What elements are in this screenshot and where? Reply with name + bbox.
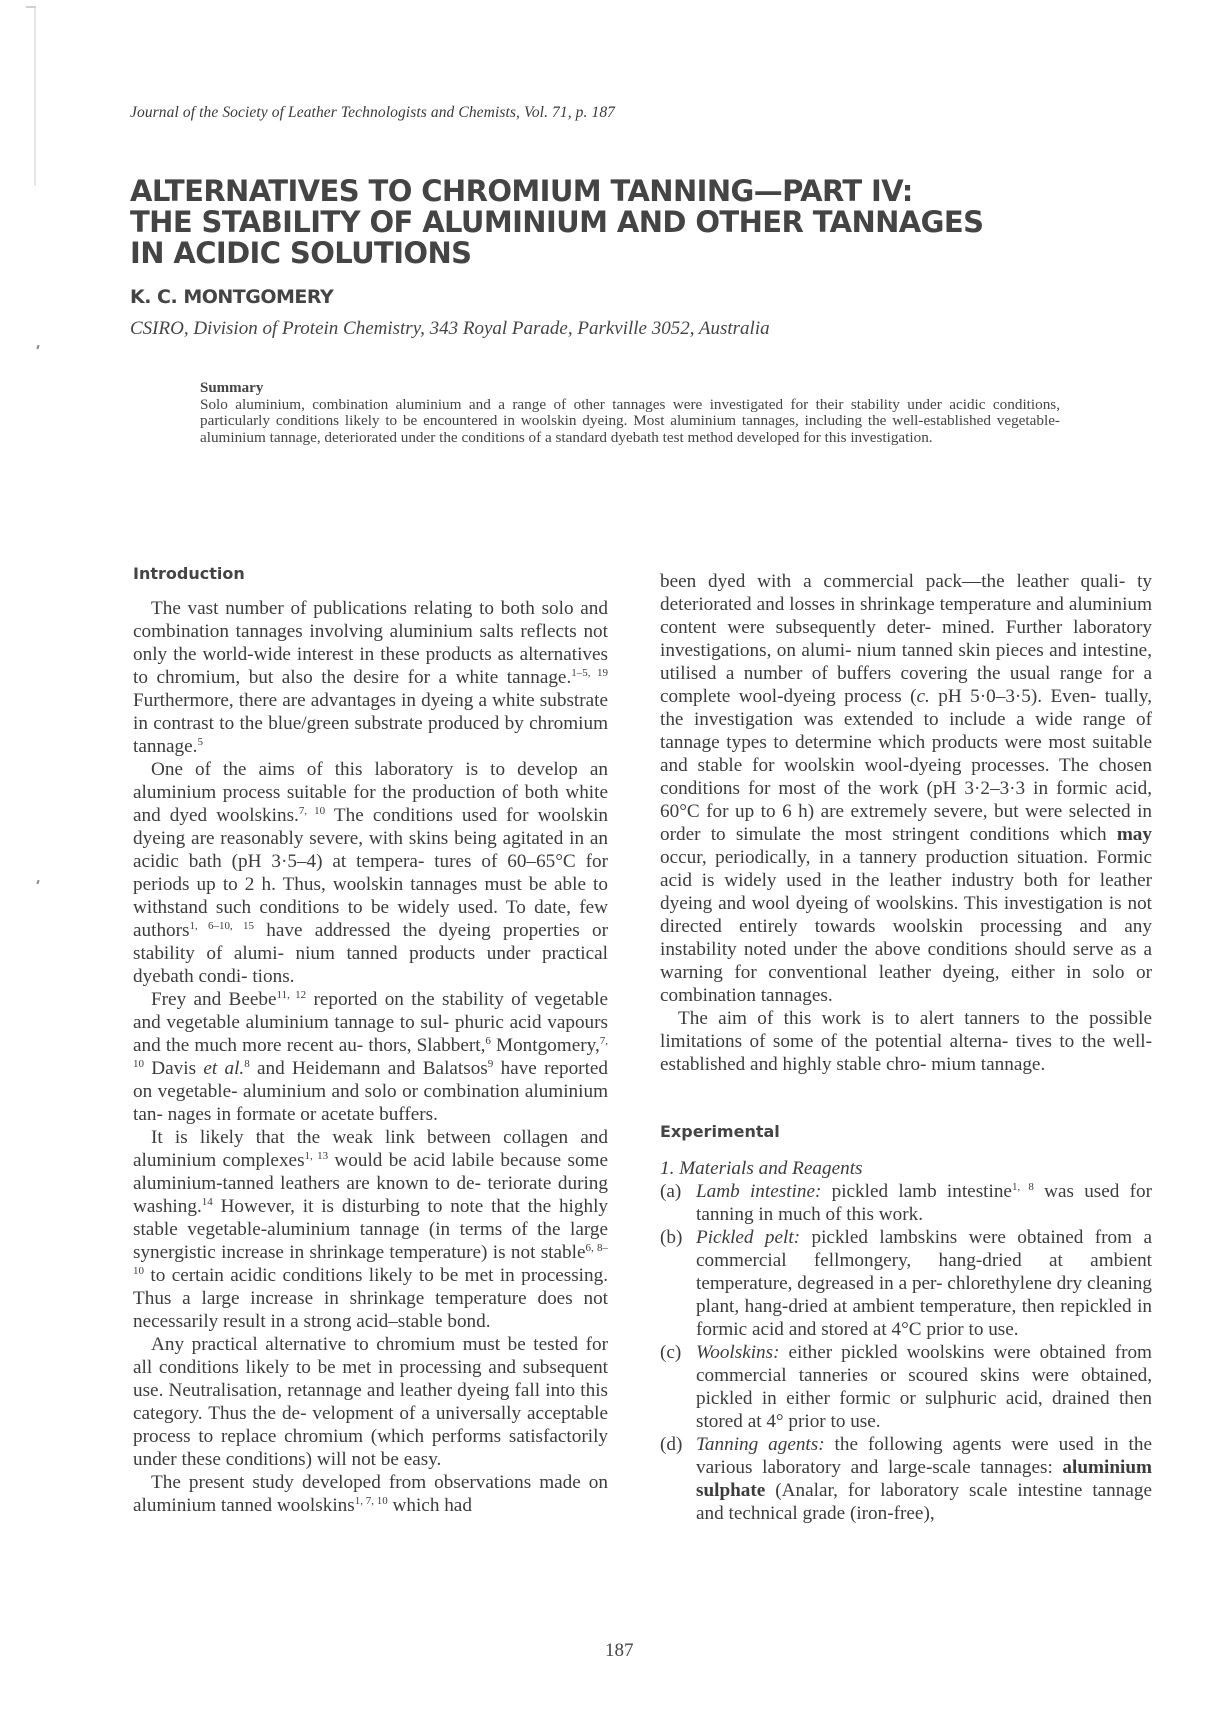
citation: 1–5, 19 (571, 667, 609, 679)
text: pickled lambskins were obtained from a commercial fellmongery, hang-dried at ambient temperature, degreased in a per- chlorethylene dry cleaning plant, hang-dried at ambient temperature, then repickled in formic acid and stored at 4°C prior to use. (696, 1227, 1152, 1340)
text: the following agents were used in the various laboratory and large-scale tannages: (696, 1434, 1152, 1478)
item-label: Lamb intestine: (696, 1181, 822, 1202)
scan-edge-mark (34, 6, 36, 186)
intro-paragraph-5: Any practical alternative to chromium must be tested for all conditions likely to be met in processing and subsequent use. Neutralisation, retannage and leather dyeing fall into this category. Thus the de- velopment of a universally acceptable process to replace chromium (which performs satisfactorily under these conditions) will not be easy. (133, 1334, 608, 1470)
list-marker: (b) (660, 1227, 683, 1248)
text: have addressed the dyeing properties or stability of alumi- nium tanned products under practical dyebath condi- tions. (133, 920, 609, 987)
citation: 1, 6–10, 15 (189, 920, 254, 932)
citation: 8 (244, 1058, 250, 1070)
text: Davis (144, 1058, 204, 1079)
summary-block (200, 380, 1060, 446)
page-number: 187 (605, 1640, 634, 1661)
text: would be acid labile because some aluminium-tanned leathers are known to de- teriorate during washing. (133, 1150, 608, 1217)
scan-edge-mark (26, 6, 36, 8)
intro-paragraph-4 (133, 1126, 608, 1333)
left-column (133, 565, 608, 1517)
citation: 1, 13 (304, 1150, 329, 1162)
right-column (660, 570, 1152, 1525)
citation: 11, 12 (276, 989, 307, 1001)
scan-speck (36, 880, 39, 884)
citation: 1, 8 (1011, 1181, 1034, 1193)
text: The present study developed from observations made on aluminium tanned woolskins (133, 1472, 608, 1516)
intro-paragraph-2 (133, 758, 608, 988)
intro-paragraph-3 (133, 988, 608, 1126)
list-marker: (c) (660, 1342, 682, 1363)
citation: 9 (487, 1058, 494, 1070)
text: pH 5·0–3·5). Even- tually, the investigation was extended to include a wide range of tannage types to determine which products were most suitable and stable for woolskin wool-dyeing processes. The chosen conditions for most of the work (pH 3·2–3·3 in formic acid, 60°C for up to 6 h) are extremely severe, but were selected in order to simulate the most stringent conditions which (660, 686, 1152, 845)
list-marker: (a) (660, 1181, 682, 1202)
text: was used for tanning in much of this work. (696, 1181, 1152, 1225)
intro-paragraph-continued (660, 570, 1152, 1007)
citation: 6, 8–10 (133, 1242, 609, 1277)
author: K. C. MONTGOMERY (130, 286, 334, 308)
text: reported on the stability of vegetable and vegetable aluminium tannage to sul- phuric acid vapours and the much more recent au- thors, Slabbert, (133, 989, 608, 1056)
materials-subheading: 1. Materials and Reagents (660, 1158, 863, 1179)
summary-text: Solo aluminium, combination aluminium and a range of other tannages were investigated for their stability under acidic conditions, particularly conditions likely to be encountered in woolskin dyeing. Most aluminium tannages, including the well-established vegetable-aluminium tannage, deteriorated under the conditions of a standard dyebath test method developed for this investigation. (200, 395, 1060, 446)
introduction-heading: Introduction (133, 564, 245, 583)
list-item (660, 1341, 1152, 1433)
intro-paragraph-aim: The aim of this work is to alert tanners to the possible limitations of some of the potential alterna- tives to the well-established and highly stable chro- mium tannage. (660, 1008, 1152, 1075)
citation: 14 (201, 1196, 213, 1208)
experimental-heading: Experimental (660, 1122, 780, 1141)
text: pickled lamb intestine (821, 1181, 1012, 1202)
scan-speck (36, 345, 39, 349)
text: Frey and Beebe (151, 989, 277, 1010)
text: which had (387, 1495, 472, 1516)
citation: 7, 10 (298, 805, 326, 817)
citation: 6 (485, 1035, 491, 1047)
title-line: THE STABILITY OF ALUMINIUM AND OTHER TANNAGES (130, 205, 984, 239)
list-item (660, 1180, 1152, 1226)
text-bold: aluminium sulphate (696, 1457, 1152, 1501)
text: either pickled woolskins were obtained from commercial tanneries or scoured skins were obtained, pickled in either formic or sulphuric acid, drained then stored at 4° prior to use. (696, 1342, 1152, 1432)
list-item (660, 1226, 1152, 1341)
intro-paragraph-6 (133, 1471, 608, 1517)
item-label: Pickled pelt: (696, 1227, 801, 1248)
text-italic: c. (916, 686, 930, 707)
text-bold: may (1116, 824, 1152, 845)
item-label: Woolskins: (696, 1342, 780, 1363)
text: Furthermore, there are advantages in dyeing a white substrate in contrast to the blue/green substrate produced by chromium tannage. (133, 690, 608, 757)
text: been dyed with a commercial pack—the leather quali- ty deteriorated and losses in shrinkage temperature and aluminium content were subsequently deter- mined. Further laboratory investigations, on alumi- nium tanned skin pieces and intestine, utilised a number of buffers covering the usual range for a complete wool-dyeing process ( (660, 571, 1152, 707)
affiliation: CSIRO, Division of Protein Chemistry, 343 Royal Parade, Parkville 3052, Australia (130, 318, 770, 339)
journal-header: Journal of the Society of Leather Technologists and Chemists, Vol. 71, p. 187 (130, 104, 616, 121)
text: have reported on vegetable- aluminium and solo or combination aluminium tan- nages in formate or acetate buffers. (133, 1058, 609, 1125)
citation: 5 (197, 736, 203, 748)
text-italic: et al. (203, 1058, 245, 1079)
list-item (660, 1433, 1152, 1525)
title-line: ALTERNATIVES TO CHROMIUM TANNING—PART IV: (130, 174, 913, 208)
citation: 1, 7, 10 (354, 1495, 388, 1507)
title-line: IN ACIDIC SOLUTIONS (130, 236, 472, 270)
text: occur, periodically, in a tannery production situation. Formic acid is widely used in the leather industry both for leather dyeing and wool dyeing of woolskins. This investigation is not directed entirely towards woolskin processing and any instability noted under the above conditions should serve as a warning for conventional leather dyeing, either in solo or combination tannages. (660, 847, 1152, 1006)
text: The conditions used for woolskin dyeing are reasonably severe, with skins being agitated in an acidic bath (pH 3·5–4) at tempera- tures of 60–65°C for periods up to 2 h. Thus, woolskin tannages must be able to withstand such conditions to be widely used. To date, few authors (133, 805, 608, 941)
text: The vast number of publications relating to both solo and combination tannages involving aluminium salts reflects not only the world-wide interest in these products as alternatives to chromium, but also the desire for a white tannage. (133, 598, 608, 688)
list-marker: (d) (660, 1434, 683, 1455)
summary-heading: Summary (200, 380, 264, 396)
text: Montgomery, (490, 1035, 600, 1056)
text: (Analar, for laboratory scale intestine tannage and technical grade (iron-free), (696, 1480, 1152, 1524)
text: and Heidemann and Balatsos (249, 1058, 488, 1079)
article-title (130, 176, 1130, 269)
text: However, it is disturbing to note that the highly stable vegetable-aluminium tannage (in terms of the large synergistic increase in shrinkage temperature) is not stable (133, 1196, 608, 1263)
citation: 7, 10 (133, 1035, 608, 1070)
intro-paragraph-1 (133, 597, 608, 758)
text: It is likely that the weak link between collagen and aluminium complexes (133, 1127, 608, 1171)
item-label: Tanning agents: (696, 1434, 825, 1455)
text: to certain acidic conditions likely to be met in processing. Thus a large increase in shrinkage temperature does not necessarily result in a strong acid–stable bond. (133, 1265, 608, 1332)
text: One of the aims of this laboratory is to develop an aluminium process suitable for the production of both white and dyed woolskins. (133, 759, 608, 826)
